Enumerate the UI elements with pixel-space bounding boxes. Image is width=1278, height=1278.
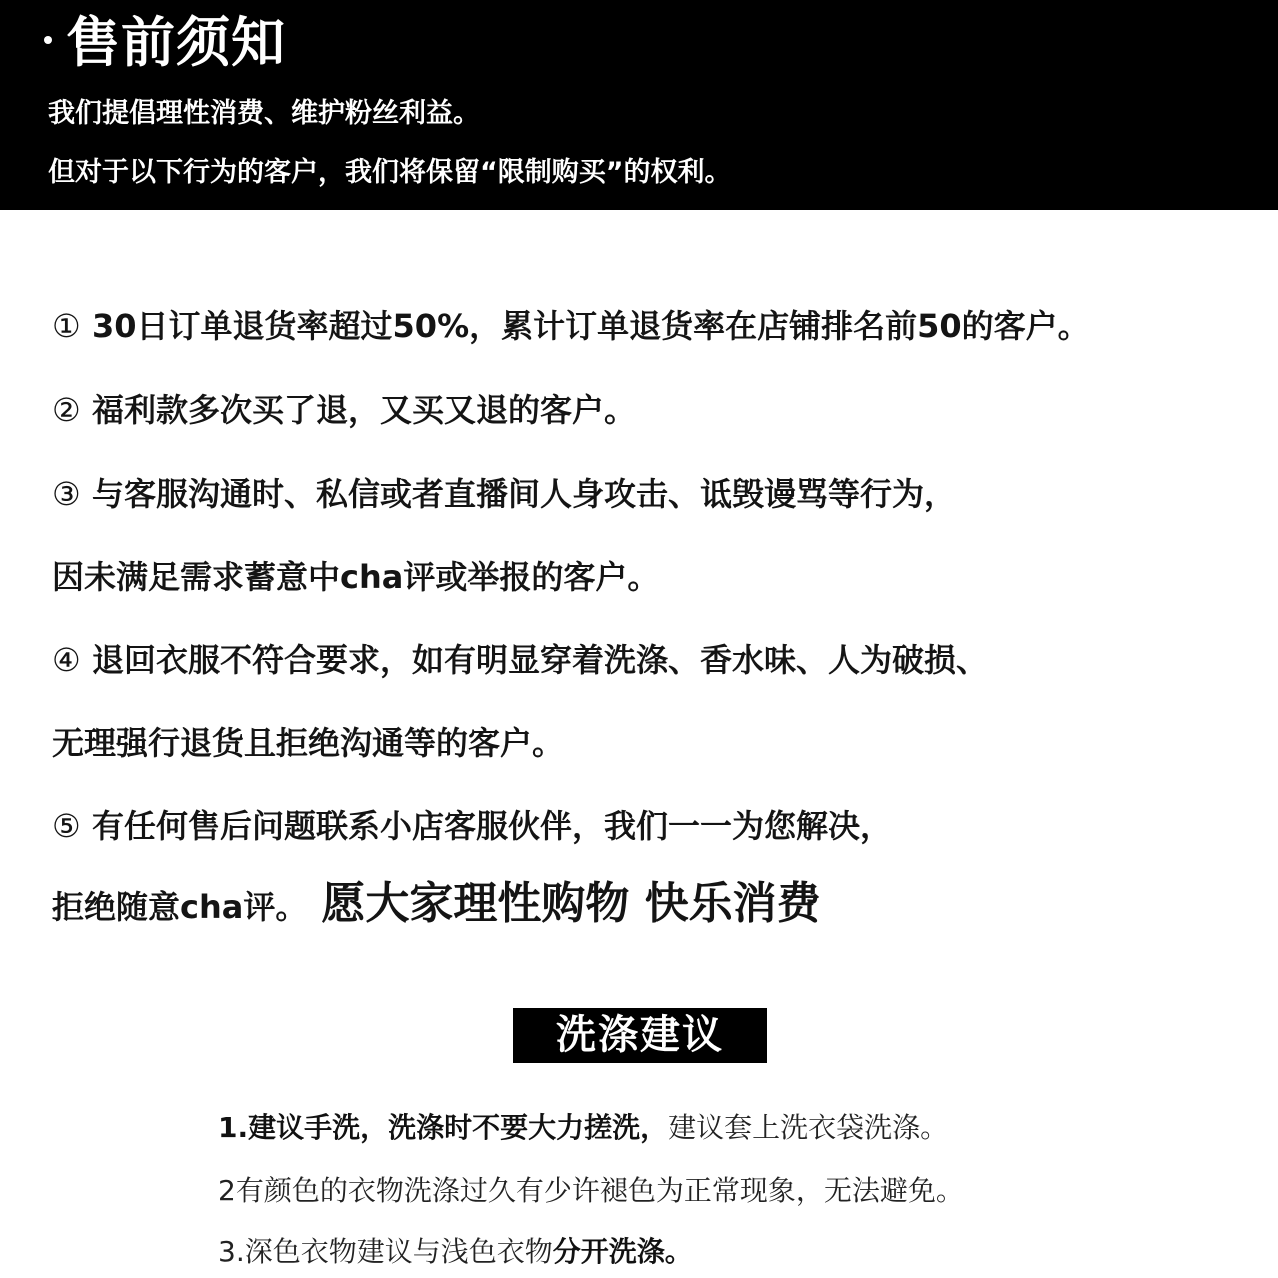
rule-text: 无理强行退货且拒绝沟通等的客户。 xyxy=(52,724,565,762)
closing-slogan: 愿大家理性购物 快乐消费 xyxy=(321,878,821,929)
wash-item-3 xyxy=(218,1232,693,1272)
header-line-1: 我们提倡理性消费、维护粉丝利益。 xyxy=(48,98,480,129)
rule-number: ② xyxy=(52,391,81,429)
wash-item-1-rest: 建议套上洗衣袋洗涤。 xyxy=(668,1111,949,1144)
wash-item-1 xyxy=(218,1108,948,1148)
page-title-text: 售前须知 xyxy=(66,11,286,74)
page-title xyxy=(44,8,286,78)
rule-number: ⑤ xyxy=(52,807,81,845)
wash-item-3-plain: 3.深色衣物建议与浅色衣物 xyxy=(218,1235,553,1268)
rule-item-3-cont xyxy=(52,551,659,603)
rule-item-3 xyxy=(52,468,956,520)
rule-item-4-cont xyxy=(52,717,564,769)
bullet-dot-icon xyxy=(44,36,52,44)
rule-item-1 xyxy=(52,300,1090,352)
wash-item-2: 2有颜色的衣物洗涤过久有少许褪色为正常现象，无法避免。 xyxy=(218,1174,964,1207)
rule-number: ① xyxy=(52,307,81,345)
wash-title: 洗涤建议 xyxy=(556,1012,724,1058)
rule-text: 拒绝随意cha评。 xyxy=(52,888,308,926)
rule-text: 30日订单退货率超过50%，累计订单退货率在店铺排名前50的客户。 xyxy=(92,307,1090,345)
wash-title-box xyxy=(513,1008,767,1063)
rule-text: 退回衣服不符合要求，如有明显穿着洗涤、香水味、人为破损、 xyxy=(92,641,989,679)
rule-text: 因未满足需求蓄意中cha评或举报的客户。 xyxy=(52,558,660,596)
rule-item-2 xyxy=(52,384,636,436)
wash-item-1-bold: 1.建议手洗，洗涤时不要大力搓洗， xyxy=(218,1111,669,1144)
rule-item-5 xyxy=(52,800,892,852)
rule-text: 福利款多次买了退，又买又退的客户。 xyxy=(92,391,637,429)
header-banner xyxy=(0,0,1278,210)
rule-number: ③ xyxy=(52,475,81,513)
rule-text: 有任何售后问题联系小店客服伙伴，我们一一为您解决， xyxy=(92,807,893,845)
rule-number: ④ xyxy=(52,641,81,679)
rule-item-4 xyxy=(52,634,988,686)
header-line-2: 但对于以下行为的客户，我们将保留“限制购买”的权利。 xyxy=(48,157,732,188)
rule-item-5-cont xyxy=(52,878,821,933)
rule-text: 与客服沟通时、私信或者直播间人身攻击、诋毁谩骂等行为， xyxy=(92,475,957,513)
wash-item-3-bold: 分开洗涤。 xyxy=(552,1235,693,1268)
